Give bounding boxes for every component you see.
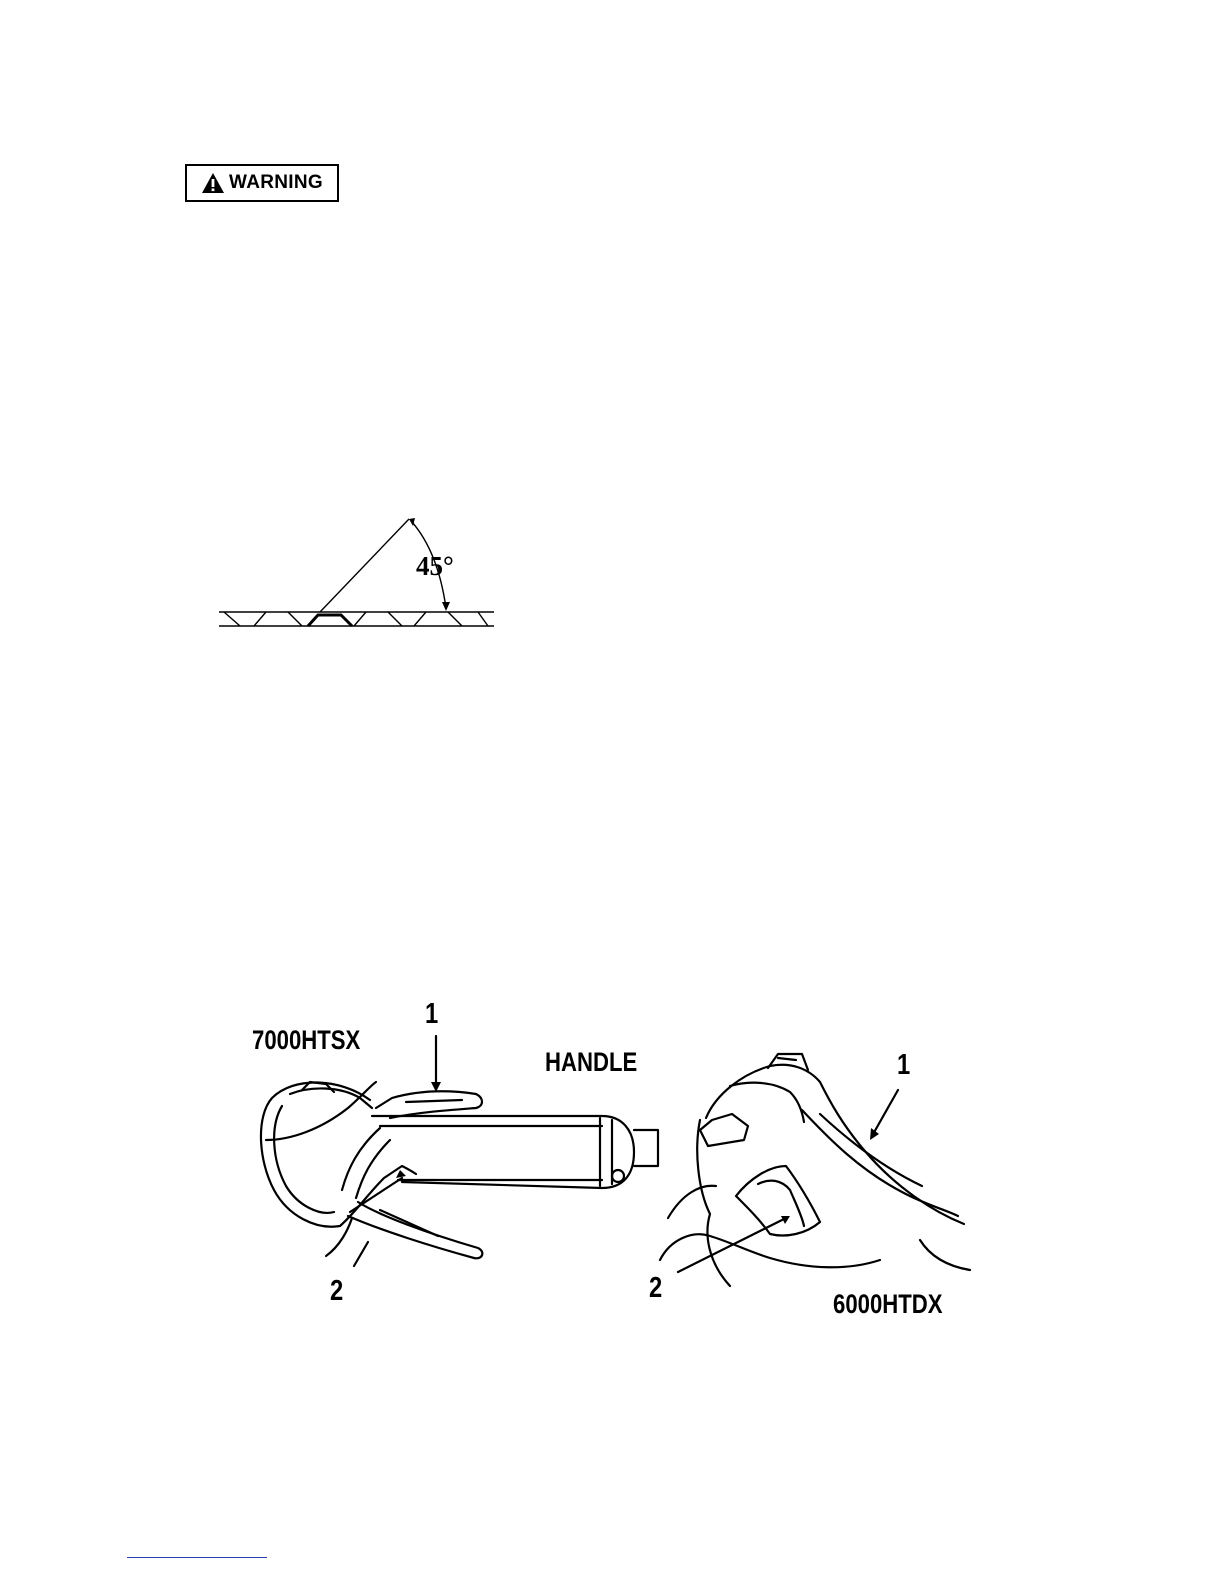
warning-badge <box>185 164 339 202</box>
model-label-6000htdx: 6000HTDX <box>833 1289 943 1319</box>
footnote-rule <box>127 1557 267 1558</box>
callout-number-1-left: 1 <box>425 998 439 1030</box>
callout-number-1-right: 1 <box>897 1049 911 1081</box>
warning-triangle-icon <box>201 172 225 194</box>
angle-diagram <box>216 512 498 632</box>
handle-label: HANDLE <box>545 1047 638 1077</box>
callout-number-2-left: 2 <box>330 1275 344 1307</box>
callout-number-2-right: 2 <box>649 1272 663 1304</box>
angle-label: 45° <box>416 551 454 581</box>
model-label-7000htsx: 7000HTSX <box>252 1025 361 1055</box>
warning-label: WARNING <box>229 172 323 193</box>
